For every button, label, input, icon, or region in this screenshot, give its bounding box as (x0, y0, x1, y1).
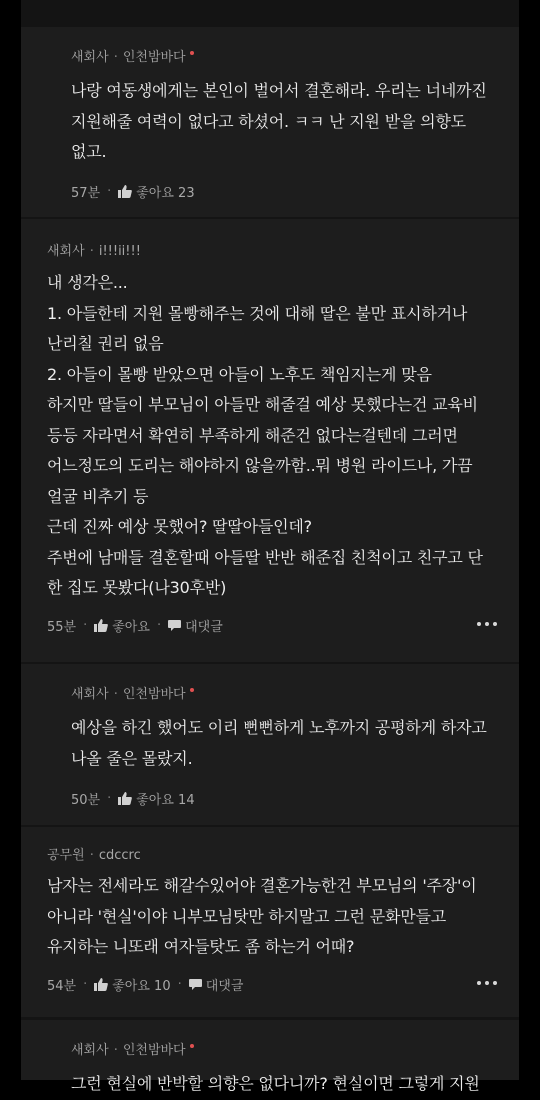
comment-author[interactable] (47, 847, 497, 865)
comment-feed (21, 0, 519, 1093)
author-company: 공무원 (47, 848, 85, 863)
separator-dot: · (89, 848, 94, 863)
author-name: cdccrc (98, 848, 141, 863)
comment-time: 55분 (47, 620, 77, 635)
comment-text: 남자는 전세라도 해갈수있어야 결혼가능한건 부모님의 '주장'이 아니라 '현실'이야 니부모님탓만 하지말고 그런 문화만들고 유지하는 니또래 여자들탓도 좀 하는거 어때? (47, 876, 477, 956)
reply-comment (21, 1020, 519, 1093)
comment-footer: 50분 · 좋아요 14 (71, 790, 195, 808)
comment-footer: 54분 · 좋아요 10 · 대댓글 (47, 975, 497, 995)
reply-comment (21, 27, 519, 217)
comment-text: 내 생각은... 1. 아들한테 지원 몰빵해주는 것에 대해 딸은 불만 표시하거나 난리칠 권리 없음 2. 아들이 몰빵 받았으면 아들이 노후도 책임지는게 맞음 하지만 딸들이 부모님이 아들만 해줄걸 예상 못했다는건 교육비 등등 자라면서 확연히 부족하게 해준건 없다는걸텐데 그러면 어느정도의 도리는 해야하지 않을까함..뭐 병원 라이드나, 가끔 얼굴 비추기 등 근데 진짜 예상 못했어? 딸딸아들인데? 주변에 남매들 결혼할때 아들딸 반반 해준집 친척이고 친구고 단 한 집도 못봤다(나30후반) (47, 273, 483, 597)
speech-bubble-icon[interactable] (189, 979, 202, 991)
author-badge-dot (190, 51, 194, 55)
like-button[interactable]: 좋아요 14 (136, 792, 195, 808)
comment-footer: 55분 · 좋아요 · 대댓글 (47, 616, 497, 636)
author-company: 새회사 (47, 244, 85, 259)
more-options-button[interactable] (477, 981, 497, 985)
like-button[interactable]: 좋아요 23 (136, 186, 195, 201)
top-comment (21, 827, 519, 1017)
separator-dot: · (113, 1043, 118, 1058)
comment-text: 예상을 하긴 했어도 이리 뻔뻔하게 노후까지 공평하게 하자고 나올 줄은 몰랐지. (71, 718, 487, 768)
like-button[interactable]: 좋아요 (112, 620, 150, 635)
comment-time: 50분 (71, 792, 101, 808)
author-company: 새회사 (71, 1043, 109, 1058)
author-badge-dot (190, 1044, 194, 1048)
author-company: 새회사 (71, 687, 109, 702)
author-badge-dot (190, 688, 194, 692)
comment-author[interactable] (47, 243, 497, 261)
thumbs-up-icon[interactable] (118, 792, 132, 805)
comment-author[interactable] (71, 686, 497, 704)
author-company: 새회사 (71, 50, 109, 65)
comment-time: 57분 (71, 186, 101, 201)
author-name: i!!!ii!!! (98, 244, 141, 259)
separator-dot: · (113, 50, 118, 65)
comment-text: 나랑 여동생에게는 본인이 벌어서 결혼해라. 우리는 너네까진 지원해줄 여력이 없다고 하셨어. ㅋㅋ 난 지원 받을 의향도 없고. (71, 81, 487, 161)
comment-author[interactable] (71, 1042, 497, 1060)
like-button[interactable]: 좋아요 10 (112, 979, 171, 994)
thumbs-up-icon[interactable] (94, 619, 108, 632)
author-name: 인천밤바다 (122, 687, 186, 702)
separator-dot: · (89, 244, 94, 259)
comment-text: 그런 현실에 반박할 의향은 없다니까? 현실이면 그렇게 지원 (71, 1074, 480, 1093)
reply-comment (21, 664, 519, 825)
comment-time: 54분 (47, 979, 77, 994)
more-options-button[interactable] (477, 622, 497, 626)
reply-button[interactable]: 대댓글 (185, 620, 223, 635)
thumbs-up-icon[interactable] (94, 978, 108, 991)
author-name: 인천밤바다 (122, 50, 186, 65)
separator-dot: · (113, 687, 118, 702)
author-name: 인천밤바다 (122, 1043, 186, 1058)
top-comment (21, 219, 519, 662)
comment-footer: 57분 · 좋아요 23 (71, 184, 195, 201)
reply-button[interactable]: 대댓글 (205, 979, 244, 994)
speech-bubble-icon[interactable] (168, 620, 181, 632)
thumbs-up-icon[interactable] (118, 185, 132, 198)
comment-author[interactable] (71, 49, 497, 67)
